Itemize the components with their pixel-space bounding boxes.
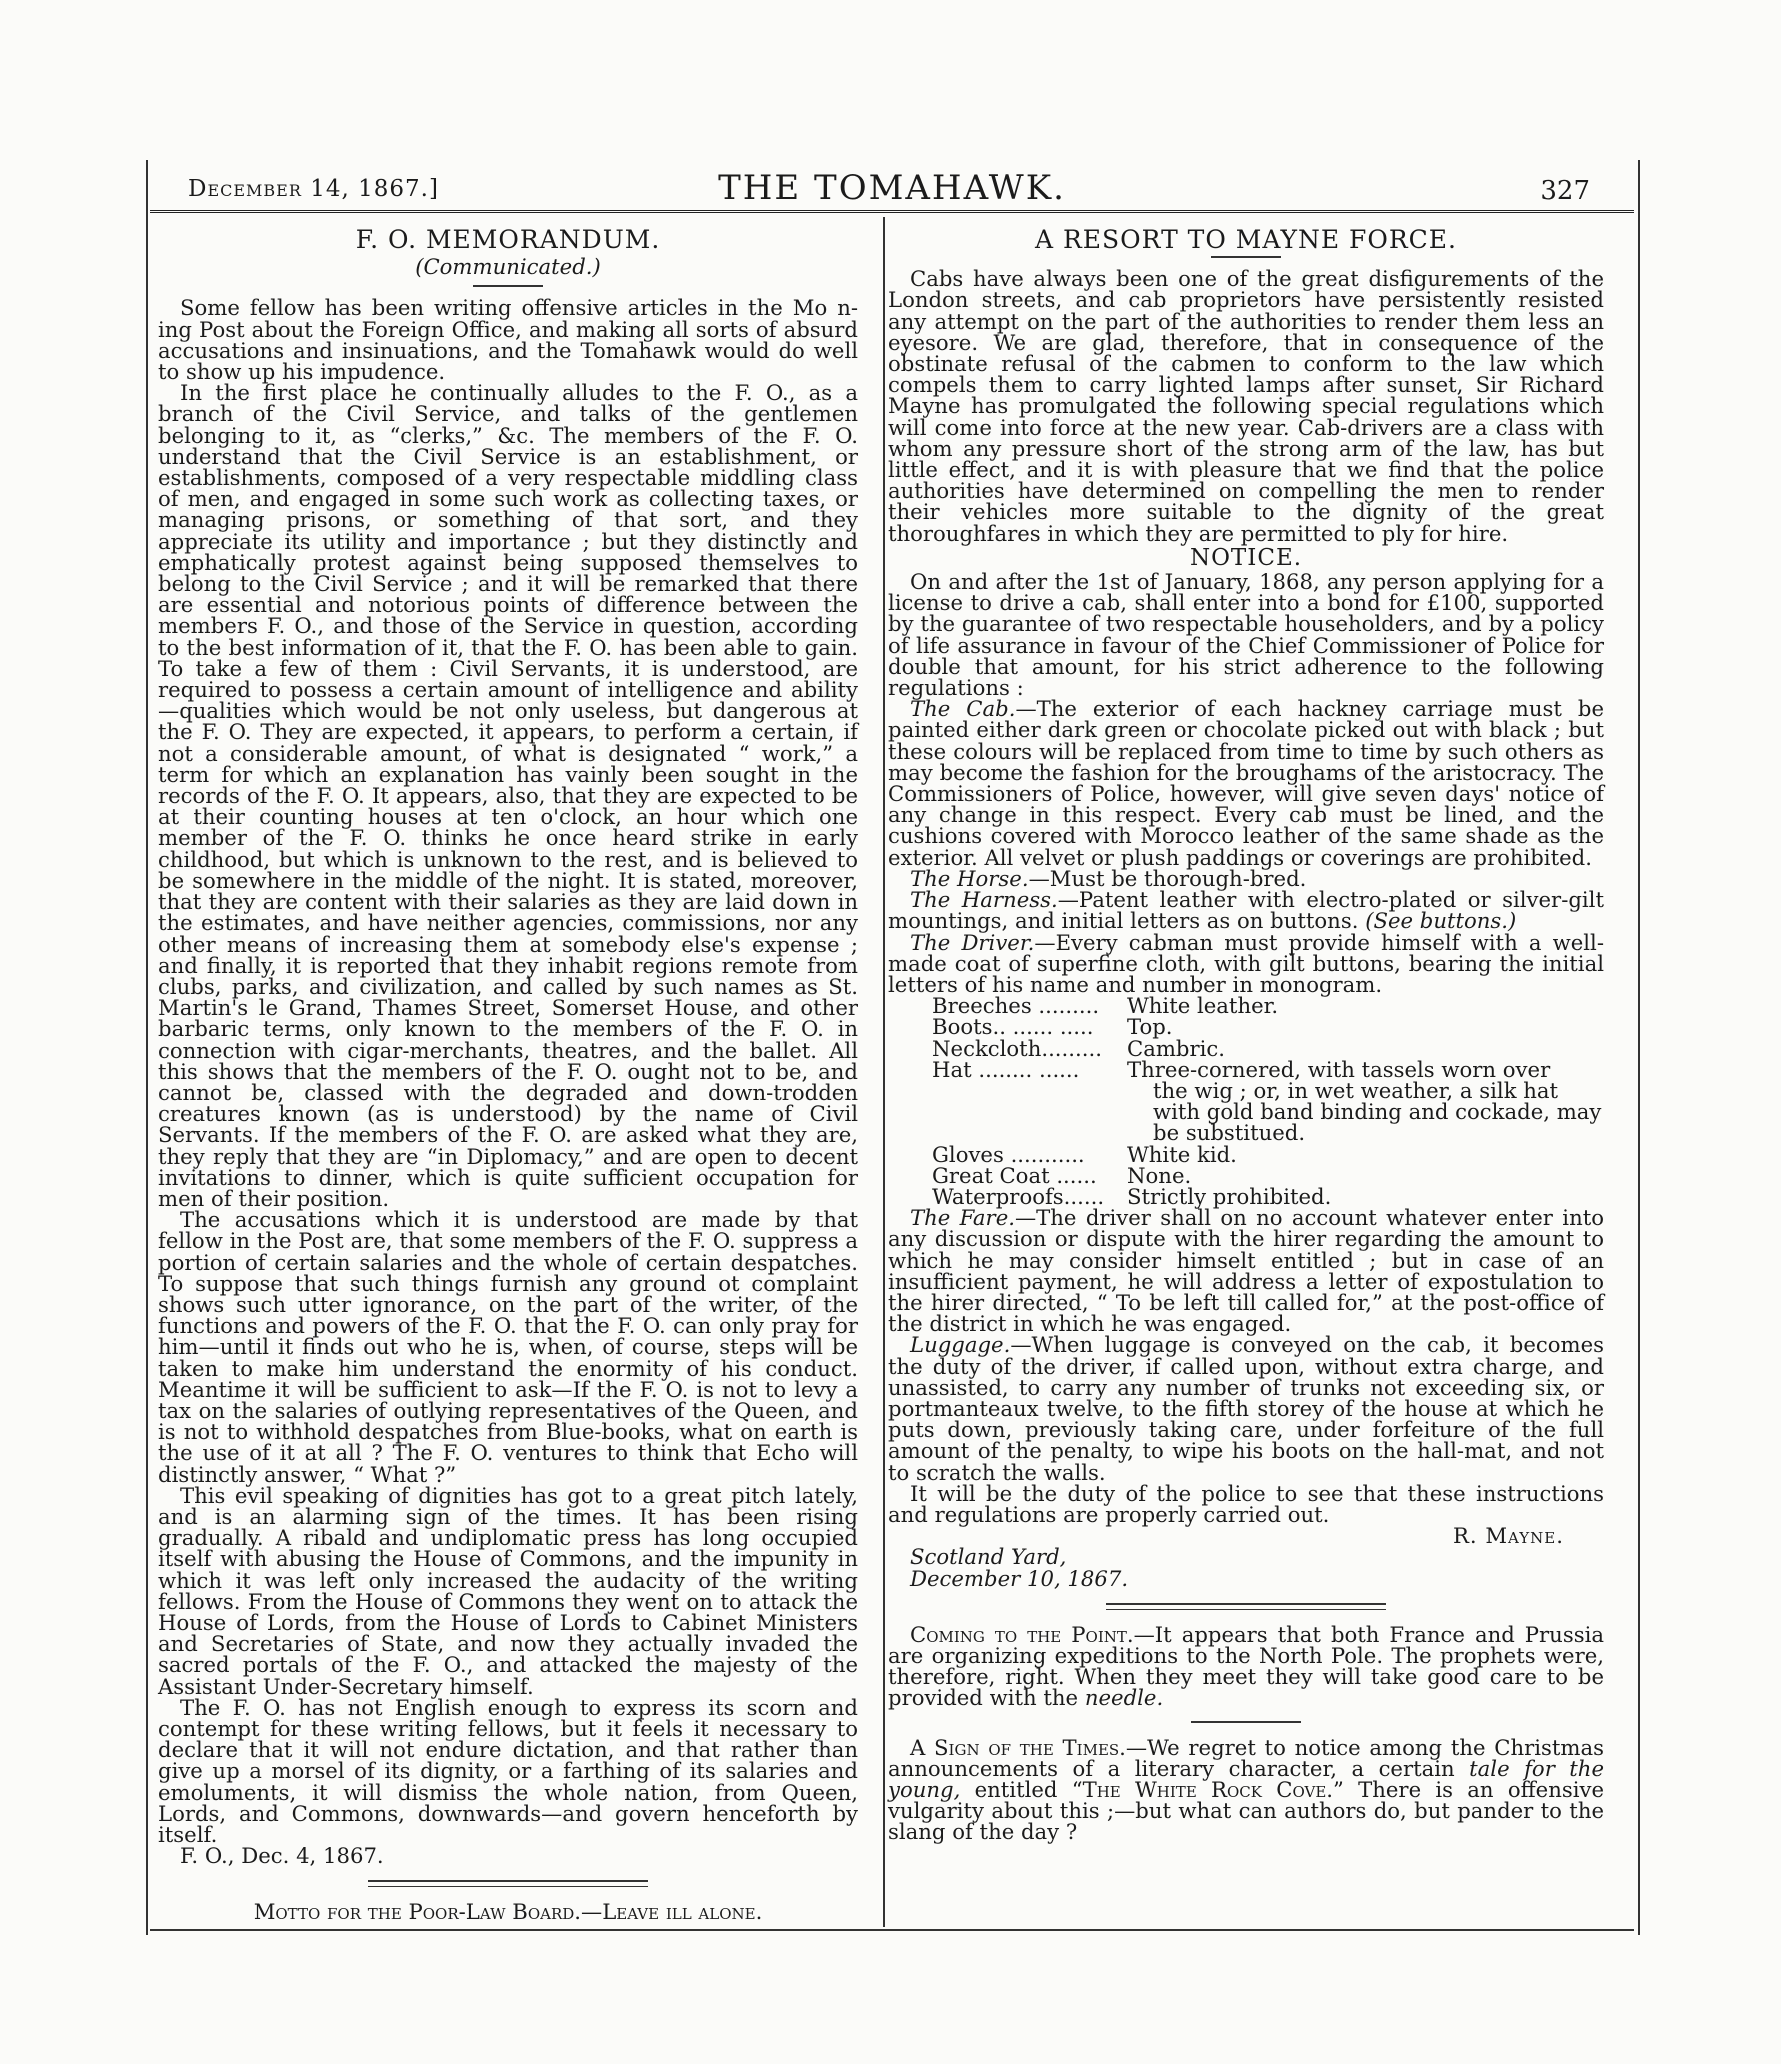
left-column	[158, 225, 858, 1923]
regulation-label: The Driver.	[910, 929, 1035, 955]
regulation-text: —Must be thorough-bred.	[1028, 865, 1307, 891]
item-book-title: The White Rock Cove.	[1082, 1777, 1334, 1803]
dress-item	[932, 1056, 1604, 1146]
dress-item	[932, 1183, 1604, 1209]
dress-item-value: White leather.	[1127, 993, 1279, 1019]
regulation-text: —The exterior of each hackney carriage must be painted either dark green or chocolate picked out with black ; but these colours will be replaced from time to time by such others as may become the fashion for the broughams of the aristocracy. The Commissioners of Police, however, will give seven days' notice of any change in this respect. Every cab must be lined, and the cushions covered with Morocco leather of the same shade as the exterior. All velvet or plush paddings or coverings are prohibited.	[888, 696, 1604, 870]
dress-item-value: Three-cornered, with tassels worn over	[1127, 1056, 1551, 1082]
dress-item-name: Boots.. ...... .....	[932, 1014, 1094, 1040]
regulation-label: The Horse.	[910, 865, 1029, 891]
paragraph: On and after the 1st of January, 1868, any person applying for a license to drive a cab, shall enter into a bond for £100, supported by the guarantee of two respectable householders, and by a policy of life assurance in favour of the Chief Commissioner of Police for double that amount, for his strict adherence to the following regulations :	[888, 569, 1604, 701]
item-coming-to-the-point	[888, 1621, 1604, 1711]
issue-date: December 14, 1867.]	[188, 176, 439, 202]
item-text: ” There is an offensive vulgarity about this ;—but what can authors do, but pander to the slang of the day ?	[888, 1777, 1604, 1845]
dress-list	[932, 995, 1604, 1207]
dress-item	[932, 1141, 1604, 1167]
paragraph: The accusations which it is understood are made by that fellow in the Post are, that some members of the F. O. suppress a portion of certain salaries and the whole of certain despatches. To suppose that such things furnish any ground ot complaint shows such utter ignorance, on the part of the writer, of the functions and powers of the F. O. that the F. O. can only pray for him—until it finds out who he is, when, of course, steps will be taken to make him understand the enormity of his conduct. Meantime it will be sufficient to ask—If the F. O. is not to levy a tax on the salaries of outlying representatives of the Queen, and is not to withhold despatches from Blue-books, what on earth is the use of it at all ? The F. O. ventures to think that Echo will distinctly answer, “ What ?”	[158, 1207, 858, 1487]
regulation-text: —When luggage is conveyed on the cab, it becomes the duty of the driver, if called upon, without extra charge, and unassisted, to carry any number of trunks not exceeding six, or portmanteaux twelve, to the fifth storey of the house at which he puts down, previously taking care, under forfeiture of the full amount of the penalty, to wipe his boots on the hall-mat, and not to scratch the walls.	[888, 1332, 1604, 1485]
dress-item-value: White kid.	[1127, 1141, 1237, 1167]
paragraph: In the first place he continually alludes to the F. O., as a branch of the Civil Service, and talks of the gentlemen belonging to it, as “clerks,” &c. The members of the F. O. understand that the Civil Service is an establishment, or establishments, composed of a very respectable middling class of men, and engaged in some such work as collecting taxes, or managing prisons, or something of that sort, and they appreciate its utility and importance ; but they distinctly and emphatically protest against being supposed themselves to belong to the Civil Service ; and it will be remarked that there are essential and notorious points of difference between the members F. O., and those of the Service in question, according to the best information of it, that the F. O. has been able to gain. To take a few of them : Civil Servants, it is understood, are required to possess a certain amount of intelligence and ability—qualities which would be not only useless, but dangerous at the F. O. They are expected, it appears, to perform a certain, if not a considerable amount, of what is designated “ work,” a term for which an explanation has vainly been sought in the records of the F. O. It appears, also, that they are expected to be at their counting houses at ten o'clock, an hour which one member of the F. O. thinks he once heard strike in early childhood, but which is unknown to the rest, and is believed to be somewhere in the middle of the night. It is stated, moreover, that they are content with their salaries as they are laid down in the estimates, and have neither agencies, commissions, nor any other means of increasing them at somebody else's expense ; and finally, it is reported that they inhabit regions remote from clubs, parks, and civilization, and called by such names as St. Martin's le Grand, Thames Street, Somerset House, and other barbaric terms, only known to the members of the F. O. in connection with cigar-merchants, theatres, and the ballet. All this shows that the members of the F. O. ought not to be, and cannot be, classed with the degraded and down-trodden creatures known (as is understood) by the name of Civil Servants. If the members of the F. O. are asked what they are, they reply that they are “in Diplomacy,” and are open to decent invitations to dinner, which is quite sufficient occupation for men of their position.	[158, 380, 858, 1211]
signature-place: Scotland Yard,	[910, 1544, 1067, 1570]
regulation-cab	[888, 698, 1604, 868]
signature: R. Mayne.	[1452, 1523, 1564, 1549]
dress-item-name: Neckcloth.........	[932, 1035, 1102, 1061]
regulation-fare	[888, 1205, 1604, 1337]
divider	[1106, 1603, 1386, 1610]
dress-item-continuation: the wig ; or, in wet weather, a silk hat with gold band binding and cockade, may be substitued.	[1153, 1077, 1602, 1146]
regulation-label: The Cab.	[910, 696, 1016, 722]
item-heading: A Sign of the Times.	[910, 1734, 1126, 1760]
dress-item-value: Top.	[1127, 1014, 1173, 1040]
item-text: —We regret to notice among the Christmas announcements of a literary character, a certain	[888, 1734, 1604, 1781]
signature-date: December 10, 1867.	[910, 1565, 1129, 1591]
regulation-text: —Patent leather with electro-plated or silver-gilt mountings, and initial letters as on buttons.	[888, 887, 1604, 934]
dress-item-value: None.	[1127, 1162, 1192, 1188]
regulation-label: The Harness.	[910, 887, 1058, 913]
article-title-mayne-force: A RESORT TO MAYNE FORCE.	[1034, 225, 1458, 254]
regulation-luggage	[888, 1332, 1604, 1485]
regulation-label: The Fare.	[910, 1205, 1015, 1231]
regulation-driver	[888, 929, 1604, 997]
item-emphasis: tale for the young,	[888, 1755, 1604, 1803]
paragraph: The F. O. has not English enough to express its scorn and contempt for these writing fellows, but it feels it necessary to declare that it will not endure dictation, and that rather than give up a morsel of its dignity, or a farthing of its salaries and emoluments, it will dismiss the whole nation, from Queen, Lords, and Commons, downwards—and govern henceforth by itself.	[158, 1694, 858, 1848]
page-header	[150, 168, 1634, 213]
page-number: 327	[1540, 176, 1590, 206]
item-heading: Coming to the Point.	[910, 1621, 1134, 1647]
dress-item-name: Great Coat ......	[932, 1162, 1097, 1188]
item-emphasis: needle.	[1084, 1685, 1164, 1711]
masthead-title: THE TOMAHAWK.	[718, 168, 1066, 208]
dress-item-name: Breeches .........	[932, 993, 1100, 1019]
regulation-label: Luggage.	[910, 1332, 1011, 1358]
dress-item-name: Hat ........ ......	[932, 1056, 1080, 1082]
dress-item-name: Waterproofs......	[932, 1183, 1105, 1209]
regulation-horse	[888, 865, 1604, 891]
motto-item: Motto for the Poor-Law Board.—Leave ill alone.	[253, 1899, 763, 1925]
right-column	[888, 225, 1604, 1843]
divider	[1191, 1721, 1301, 1723]
regulation-text: —The driver shall on no account whatever enter into any discussion or dispute with the hirer regarding the amount to which he may consider himselt entitled ; but in case of an insufficient payment, he will address a letter of expostulation to the hirer directed, “ To be left till called for,” at the post-office of the district in which he was engaged.	[888, 1205, 1604, 1337]
paragraph: Cabs have always been one of the great disfigurements of the London streets, and cab proprietors have persistently resisted any attempt on the part of the authorities to render them less an eyesore. We are glad, therefore, that in consequence of the obstinate refusal of the cabmen to conform to the law which compels them to carry lighted lamps after sunset, Sir Richard Mayne has promulgated the following special regulations which will come into force at the new year. Cab-drivers are a class with whom any pressure short of the strong arm of the law, has but little effect, and it is with pleasure that we find that the police authorities have determined on compelling the men to render their vehicles more suitable to the dignity of the great thoroughfares in which they are permitted to ply for hire.	[888, 266, 1604, 546]
dress-item	[932, 993, 1604, 1019]
article-title-fo-memorandum: F. O. MEMORANDUM.	[355, 225, 661, 254]
dress-item	[932, 1035, 1604, 1061]
article-subtitle: (Communicated.)	[415, 254, 601, 280]
divider	[368, 1880, 648, 1887]
dress-item	[932, 1162, 1604, 1188]
item-sign-of-the-times	[888, 1734, 1604, 1845]
regulation-note: (See buttons.)	[1365, 908, 1517, 934]
divider	[473, 285, 543, 287]
divider	[1211, 256, 1281, 258]
item-text: —It appears that both France and Prussia are organizing expeditions to the North Pole. The prophets were, therefore, right. When they meet they will take good care to be provided with the	[888, 1621, 1604, 1711]
dress-item-value: Cambric.	[1127, 1035, 1226, 1061]
notice-heading: NOTICE.	[1189, 544, 1303, 571]
dress-item	[932, 1014, 1604, 1040]
bottom-rule	[150, 1929, 1634, 1931]
regulation-text: —Every cabman must provide himself with a well-made coat of superfine cloth, with gilt buttons, bearing the initial letters of his name and number in monogram.	[888, 929, 1604, 997]
item-text: entitled “	[974, 1777, 1083, 1803]
article-signoff: F. O., Dec. 4, 1867.	[180, 1843, 384, 1869]
paragraph: It will be the duty of the police to see that these instructions and regulations are properly carried out.	[888, 1480, 1604, 1527]
regulation-harness	[888, 887, 1604, 934]
paragraph: Some fellow has been writing offensive articles in the Mo n- ing Post about the Foreign Office, and making all sorts of absurd accusations and insinuations, and the Tomahawk would do well to show up his impudence.	[158, 295, 858, 385]
dress-item-value: Strictly prohibited.	[1127, 1183, 1332, 1209]
column-divider	[883, 217, 885, 1927]
dress-item-name: Gloves ...........	[932, 1141, 1085, 1167]
paragraph: This evil speaking of dignities has got to a great pitch lately, and is an alarming sign of the times. It has been rising gradually. A ribald and undiplomatic press has long occupied itself with abusing the House of Commons, and the impunity in which it was left only increased the audacity of the writing fellows. From the House of Commons they went on to attack the House of Lords, from the House of Lords to Cabinet Ministers and Secretaries of State, and now they actually invaded the sacred portals of the F. O., and attacked the majesty of the Assistant Under-Secretary himself.	[158, 1482, 858, 1699]
